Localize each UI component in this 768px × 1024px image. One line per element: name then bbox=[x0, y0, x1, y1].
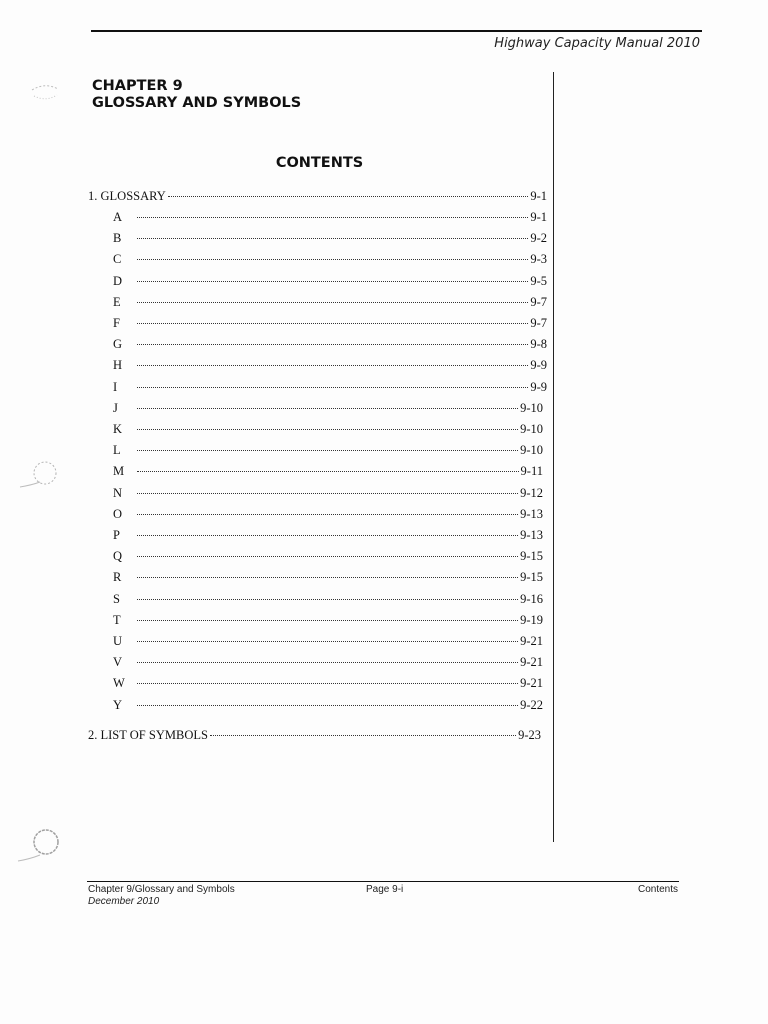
toc-letter: I bbox=[113, 380, 118, 394]
dot-leader bbox=[137, 238, 528, 239]
toc-letter: G bbox=[113, 337, 123, 351]
toc-letter: K bbox=[113, 422, 123, 436]
dot-leader bbox=[137, 620, 518, 621]
toc-letter-entry[interactable] bbox=[135, 337, 547, 352]
toc-letter-entry[interactable] bbox=[135, 634, 543, 649]
dot-leader bbox=[137, 705, 518, 706]
toc-entry-page: 9-15 bbox=[520, 570, 543, 584]
footer-left bbox=[88, 884, 235, 908]
toc-entry-page: 9-3 bbox=[530, 252, 547, 266]
toc-entry-page: 9-11 bbox=[520, 464, 543, 478]
chapter-heading bbox=[92, 78, 301, 112]
toc-letter: H bbox=[113, 358, 123, 372]
toc-letter: U bbox=[113, 634, 123, 648]
toc-letter: P bbox=[113, 528, 120, 542]
dot-leader bbox=[137, 281, 528, 282]
toc-letter-entry[interactable] bbox=[135, 252, 547, 267]
toc-entry-page: 9-5 bbox=[530, 274, 547, 288]
toc-entry-page: 9-1 bbox=[530, 189, 547, 203]
dot-leader bbox=[137, 259, 528, 260]
toc-symbols-entry[interactable] bbox=[88, 728, 541, 743]
toc-entry-page: 9-10 bbox=[520, 422, 543, 436]
toc-letter-entry[interactable] bbox=[135, 592, 543, 607]
toc-entry-page: 9-7 bbox=[530, 295, 547, 309]
toc-entry-page: 9-7 bbox=[530, 316, 547, 330]
dot-leader bbox=[137, 556, 518, 557]
dot-leader bbox=[210, 735, 516, 736]
toc-letter: F bbox=[113, 316, 120, 330]
toc-entry-page: 9-21 bbox=[520, 634, 543, 648]
toc-entry-page: 9-10 bbox=[520, 401, 543, 415]
footer-section: Contents bbox=[637, 884, 678, 895]
dot-leader bbox=[137, 429, 518, 430]
dot-leader bbox=[137, 514, 518, 515]
toc-entry-page: 9-23 bbox=[518, 728, 541, 742]
dot-leader bbox=[137, 323, 528, 324]
toc-letter: T bbox=[113, 613, 121, 627]
toc-entry-page: 9-21 bbox=[520, 676, 543, 690]
footer-page-number: Page 9-i bbox=[366, 884, 404, 895]
toc-entry-page: 9-9 bbox=[530, 380, 547, 394]
toc-letter: V bbox=[113, 655, 123, 669]
toc-letter: R bbox=[113, 570, 122, 584]
toc-letter-entry[interactable] bbox=[135, 401, 543, 416]
punch-hole-mark bbox=[28, 80, 62, 106]
dot-leader bbox=[137, 471, 519, 472]
dot-leader bbox=[137, 535, 518, 536]
toc-letter-entry[interactable] bbox=[135, 295, 547, 310]
toc-letter: C bbox=[113, 252, 122, 266]
dot-leader bbox=[137, 387, 528, 388]
toc-letter: W bbox=[113, 676, 125, 690]
dot-leader bbox=[137, 641, 518, 642]
punch-hole-mark bbox=[16, 825, 62, 867]
toc-entry-page: 9-12 bbox=[520, 486, 543, 500]
dot-leader bbox=[137, 302, 528, 303]
toc-letter: S bbox=[113, 592, 120, 606]
toc-letter-entry[interactable] bbox=[135, 507, 543, 522]
toc-entry-page: 9-1 bbox=[530, 210, 547, 224]
toc-letter-entry[interactable] bbox=[135, 358, 547, 373]
toc-entry-page: 9-16 bbox=[520, 592, 543, 606]
toc-letter: D bbox=[113, 274, 123, 288]
toc-letter: N bbox=[113, 486, 123, 500]
toc-letter-entry[interactable] bbox=[135, 486, 543, 501]
chapter-title: GLOSSARY AND SYMBOLS bbox=[92, 95, 302, 111]
toc-entry-label: 2. LIST OF SYMBOLS bbox=[88, 728, 208, 742]
toc-letter-entry[interactable] bbox=[135, 231, 547, 246]
dot-leader bbox=[137, 683, 518, 684]
toc-letter-entry[interactable] bbox=[135, 698, 543, 713]
toc-entry-page: 9-10 bbox=[520, 443, 543, 457]
toc-entry-page: 9-13 bbox=[520, 528, 543, 542]
toc-letter: B bbox=[113, 231, 122, 245]
toc-letter-entry[interactable] bbox=[135, 443, 543, 458]
toc-letter: M bbox=[113, 464, 125, 478]
margin-rule bbox=[553, 72, 554, 842]
dot-leader bbox=[137, 408, 518, 409]
toc-entry-page: 9-2 bbox=[530, 231, 547, 245]
toc-letter: O bbox=[113, 507, 123, 521]
dot-leader bbox=[137, 344, 528, 345]
dot-leader bbox=[137, 365, 528, 366]
toc-entry-label: 1. GLOSSARY bbox=[88, 189, 166, 203]
toc-letter-entry[interactable] bbox=[135, 655, 543, 670]
contents-heading: CONTENTS bbox=[275, 155, 364, 171]
dot-leader bbox=[137, 577, 518, 578]
dot-leader bbox=[137, 493, 518, 494]
toc-entry-page: 9-21 bbox=[520, 655, 543, 669]
toc-entry-page: 9-22 bbox=[520, 698, 543, 712]
dot-leader bbox=[137, 662, 518, 663]
toc-entry-page: 9-13 bbox=[520, 507, 543, 521]
toc-letter: J bbox=[113, 401, 118, 415]
toc-entry-page: 9-15 bbox=[520, 549, 543, 563]
footer-chapter: Chapter 9/Glossary and Symbols bbox=[88, 884, 235, 895]
punch-hole-mark bbox=[18, 455, 62, 497]
toc-letter: Q bbox=[113, 549, 123, 563]
toc-letter: Y bbox=[113, 698, 123, 712]
toc-letter-entry[interactable] bbox=[135, 422, 543, 437]
toc-letter-entry[interactable] bbox=[135, 549, 543, 564]
toc-entry-page: 9-8 bbox=[530, 337, 547, 351]
toc-letter-entry[interactable] bbox=[135, 570, 543, 585]
toc-entry-page: 9-9 bbox=[530, 358, 547, 372]
toc-letter-entry[interactable] bbox=[135, 274, 547, 289]
toc-letter-entry[interactable] bbox=[135, 676, 543, 691]
toc-letter-entry[interactable] bbox=[135, 528, 543, 543]
toc-letter: L bbox=[113, 443, 121, 457]
footer-rule bbox=[87, 881, 679, 882]
toc-letter-entry[interactable] bbox=[135, 210, 547, 225]
toc-letter-entry[interactable] bbox=[135, 464, 543, 479]
running-title: Highway Capacity Manual 2010 bbox=[494, 36, 700, 51]
footer-date: December 2010 bbox=[88, 896, 160, 907]
dot-leader bbox=[137, 599, 518, 600]
header-rule bbox=[91, 30, 702, 32]
toc-letter: E bbox=[113, 295, 121, 309]
toc-letter: A bbox=[113, 210, 123, 224]
toc-letter-entry[interactable] bbox=[135, 380, 547, 395]
dot-leader bbox=[137, 217, 528, 218]
toc-letter-entry[interactable] bbox=[135, 316, 547, 331]
chapter-number: CHAPTER 9 bbox=[92, 78, 183, 94]
toc-entry-page: 9-19 bbox=[520, 613, 543, 627]
toc-letter-entry[interactable] bbox=[135, 613, 543, 628]
toc-glossary-entry[interactable] bbox=[88, 189, 547, 204]
dot-leader bbox=[137, 450, 518, 451]
dot-leader bbox=[168, 196, 529, 197]
